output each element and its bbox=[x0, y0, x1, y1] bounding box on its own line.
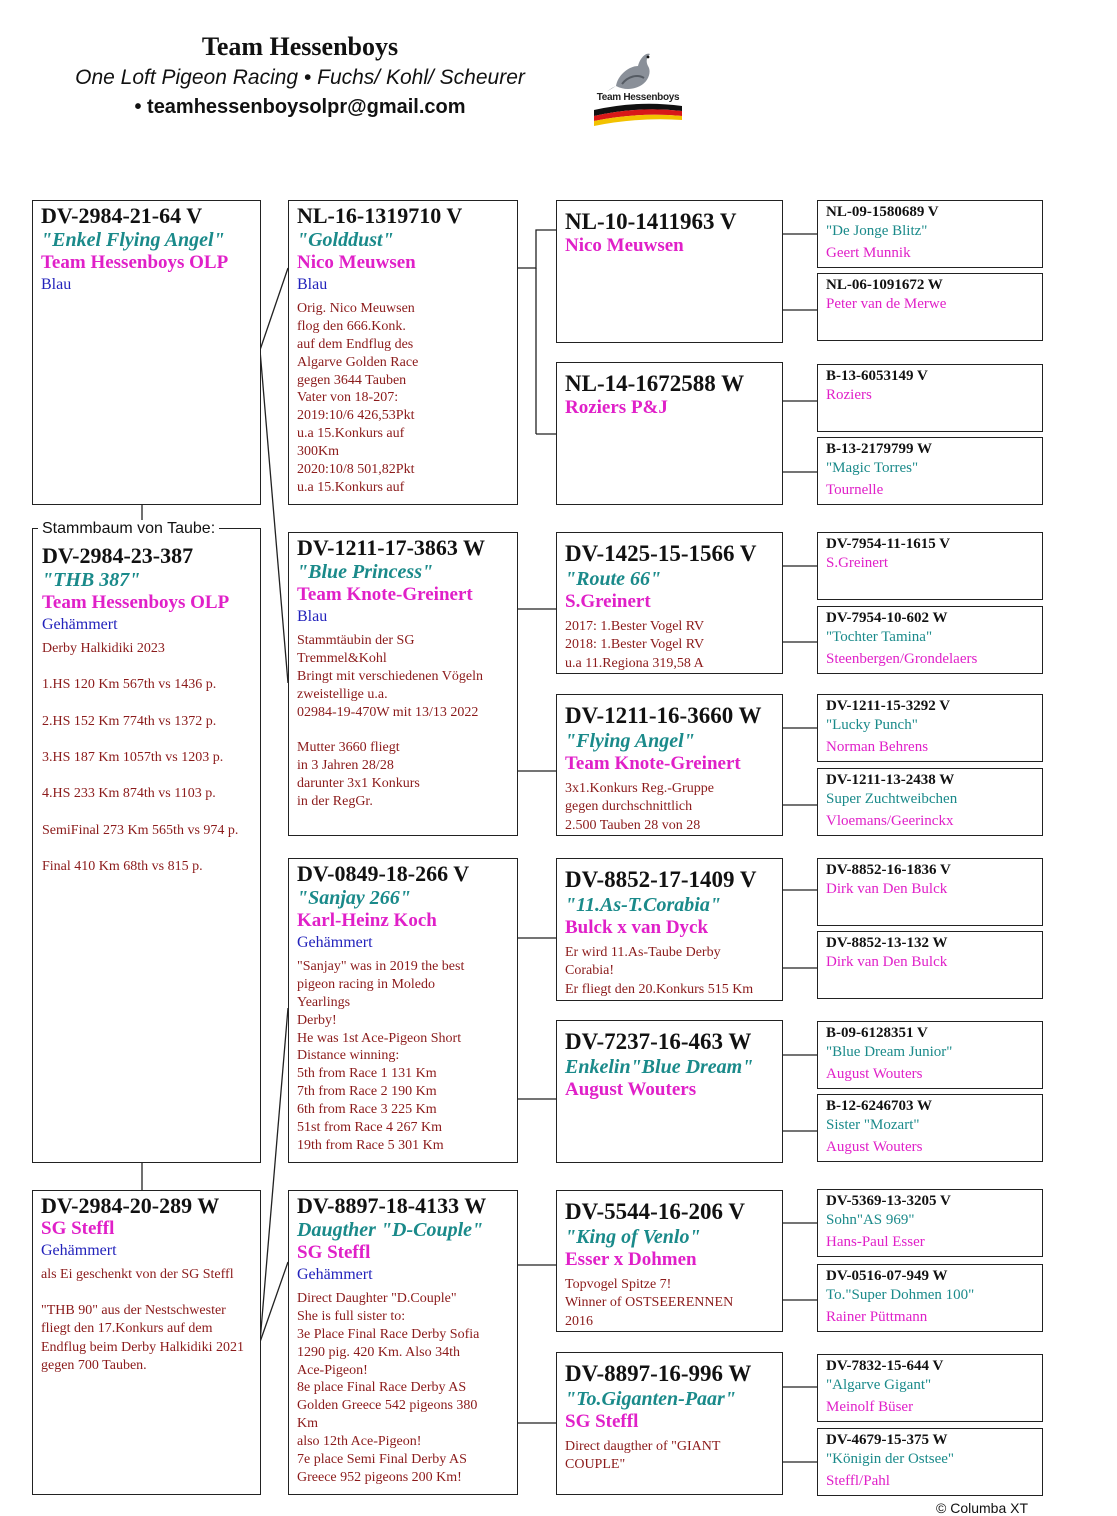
grandparent-color: Gehämmert bbox=[297, 1266, 373, 1284]
great-grandparent-card[interactable] bbox=[556, 1020, 783, 1163]
ancestor-name: Sohn"AS 969" bbox=[826, 1212, 915, 1228]
great-grandparent-ring: DV-1211-16-3660 W bbox=[565, 703, 762, 728]
ancestor-name: "Tochter Tamina" bbox=[826, 629, 933, 645]
great-grandparent-card[interactable] bbox=[556, 200, 783, 343]
great-grandparent-name: "To.Giganten-Paar" bbox=[565, 1388, 736, 1411]
great-grandparent-ring: DV-5544-16-206 V bbox=[565, 1199, 745, 1224]
ancestor-card[interactable] bbox=[817, 532, 1043, 600]
mother-color: Gehämmert bbox=[41, 1242, 117, 1260]
ancestor-card[interactable] bbox=[817, 858, 1043, 926]
ancestor-owner: August Wouters bbox=[826, 1065, 923, 1082]
ancestor-name: "Königin der Ostsee" bbox=[826, 1451, 955, 1467]
father-color: Blau bbox=[41, 276, 72, 294]
great-grandparent-notes: 2017: 1.Bester Vogel RV 2018: 1.Bester Vogel RV u.a 11.Regiona 319,58 A bbox=[565, 619, 705, 671]
ancestor-card[interactable] bbox=[817, 768, 1043, 836]
grandparent-name: "Sanjay 266" bbox=[297, 887, 411, 910]
great-grandparent-card[interactable] bbox=[556, 1190, 783, 1332]
great-grandparent-ring: NL-14-1672588 W bbox=[565, 371, 745, 396]
ancestor-ring: DV-7832-15-644 V bbox=[826, 1358, 944, 1374]
logo-text: Team Hessenboys bbox=[596, 92, 680, 103]
ancestor-ring: DV-8852-13-132 W bbox=[826, 935, 948, 951]
ancestor-card[interactable] bbox=[817, 1189, 1043, 1257]
grandparent-ring: DV-8897-18-4133 W bbox=[297, 1193, 487, 1218]
ancestor-card[interactable] bbox=[817, 1264, 1043, 1332]
ancestor-card[interactable] bbox=[817, 1354, 1043, 1422]
great-grandparent-ring: DV-8897-16-996 W bbox=[565, 1361, 752, 1386]
ancestor-ring: DV-7954-11-1615 V bbox=[826, 536, 951, 552]
grandparent-notes: Direct Daughter "D.Couple" She is full sister to: 3e Place Final Race Derby Sofia 1290 pig. 420 Km. Also 34th Ace-Pigeon! 8e place Final Race Derby AS Golden Greece 542 pigeons 380 Km also 12th Ace-Pigeon! 7e place Semi Final Derby AS Greece 952 pigeons 200 Km! bbox=[297, 1290, 480, 1485]
grandparent-notes: Stammtäubin der SG Tremmel&Kohl Bringt mit verschiedenen Vögeln zweistellige u.a. 02984-19-470W mit 13/13 2022 Mutter 3660 fliegt in 3 Jahren 28/28 darunter 3x1 Konkurs in der RegGr. bbox=[297, 632, 483, 810]
ancestor-card[interactable] bbox=[817, 437, 1043, 505]
ancestor-name: "Magic Torres" bbox=[826, 460, 919, 476]
grandparent-color: Blau bbox=[297, 608, 328, 626]
great-grandparent-card[interactable] bbox=[556, 694, 783, 836]
great-grandparent-owner: Team Knote-Greinert bbox=[565, 753, 741, 775]
grandparent-ring: DV-0849-18-266 V bbox=[297, 861, 470, 886]
pedigree-caption: Stammbaum von Taube: bbox=[38, 520, 219, 538]
subject-notes: Derby Halkidiki 2023 1.HS 120 Km 567th vs 1436 p. 2.HS 152 Km 774th vs 1372 p. 3.HS 187 Km 1057th vs 1203 p. 4.HS 233 Km 874th vs 1103 p. SemiFinal 273 Km 565th vs 974 p. Final 410 Km 68th vs 815 p. bbox=[42, 640, 239, 875]
ancestor-owner: Meinolf Büser bbox=[826, 1398, 914, 1415]
ancestor-card[interactable] bbox=[817, 1428, 1043, 1496]
grandparent-owner: Karl-Heinz Koch bbox=[297, 910, 437, 932]
grandparent-ring: NL-16-1319710 V bbox=[297, 203, 463, 228]
ancestor-name: "Lucky Punch" bbox=[826, 717, 918, 733]
ancestor-ring: B-13-2179799 W bbox=[826, 441, 932, 457]
ancestor-ring: DV-0516-07-949 W bbox=[826, 1268, 948, 1284]
great-grandparent-owner: Esser x Dohmen bbox=[565, 1249, 697, 1271]
great-grandparent-owner: August Wouters bbox=[565, 1079, 697, 1101]
ancestor-card[interactable] bbox=[817, 694, 1043, 762]
ancestor-ring: NL-06-1091672 W bbox=[826, 277, 943, 293]
grandparent-color: Blau bbox=[297, 276, 328, 294]
ancestor-ring: DV-7954-10-602 W bbox=[826, 610, 948, 626]
ancestor-name: "Blue Dream Junior" bbox=[826, 1044, 953, 1060]
great-grandparent-ring: DV-8852-17-1409 V bbox=[565, 867, 757, 892]
ancestor-ring: B-09-6128351 V bbox=[826, 1025, 928, 1041]
great-grandparent-owner: Bulck x van Dyck bbox=[565, 917, 709, 939]
grandparent-owner: Team Knote-Greinert bbox=[297, 584, 473, 606]
grandparent-owner: Nico Meuwsen bbox=[297, 252, 416, 274]
grandparent-color: Gehämmert bbox=[297, 934, 373, 952]
contact-email: • teamhessenboysolpr@gmail.com bbox=[134, 96, 466, 118]
ancestor-owner: Tournelle bbox=[826, 481, 884, 498]
great-grandparent-notes: 3x1.Konkurs Reg.-Gruppe gegen durchschnittlich 2.500 Tauben 28 von 28 bbox=[565, 781, 714, 833]
great-grandparent-notes: Topvogel Spitze 7! Winner of OSTSEERENNEN 2016 bbox=[565, 1277, 734, 1329]
grandparent-name: Daugther "D-Couple" bbox=[297, 1219, 484, 1242]
great-grandparent-notes: Direct daugther of "GIANT COUPLE" bbox=[565, 1439, 721, 1473]
great-grandparent-ring: NL-10-1411963 V bbox=[565, 209, 737, 234]
ancestor-card[interactable] bbox=[817, 273, 1043, 341]
great-grandparent-card[interactable] bbox=[556, 362, 783, 505]
ancestor-card[interactable] bbox=[817, 1094, 1043, 1162]
ancestor-card[interactable] bbox=[817, 364, 1043, 432]
ancestor-name: "De Jonge Blitz" bbox=[826, 223, 928, 239]
grandparent-card[interactable] bbox=[288, 532, 518, 836]
subject-owner: Team Hessenboys OLP bbox=[42, 592, 230, 614]
page-subtitle: One Loft Pigeon Racing • Fuchs/ Kohl/ Scheurer bbox=[75, 66, 525, 89]
great-grandparent-name: "King of Venlo" bbox=[565, 1226, 701, 1249]
ancestor-owner: Vloemans/Geerinckx bbox=[826, 812, 954, 829]
ancestor-owner: Steffl/Pahl bbox=[826, 1472, 890, 1489]
great-grandparent-name: Enkelin"Blue Dream" bbox=[565, 1056, 754, 1079]
grandparent-owner: SG Steffl bbox=[297, 1242, 371, 1264]
grandparent-notes: "Sanjay" was in 2019 the best pigeon racing in Moledo Yearlings Derby! He was 1st Ace-Pigeon Short Distance winning: 5th from Race 1 131 Km 7th from Race 2 190 Km 6th from Race 3 225 Km 51st from Race 4 267 Km 19th from Race 5 301 Km bbox=[297, 958, 465, 1153]
subject-name: "THB 387" bbox=[42, 569, 141, 592]
ancestor-name: "Algarve Gigant" bbox=[826, 1377, 932, 1393]
grandparent-card[interactable] bbox=[288, 858, 518, 1163]
ancestor-owner: Hans-Paul Esser bbox=[826, 1233, 925, 1250]
ancestor-ring: B-13-6053149 V bbox=[826, 368, 928, 384]
ancestor-name: To."Super Dohmen 100" bbox=[826, 1287, 975, 1303]
grandparent-notes: Orig. Nico Meuwsen flog den 666.Konk. auf dem Endflug des Algarve Golden Race gegen 3644 Tauben Vater von 18-207: 2019:10/6 426,53Pkt u.a 15.Konkurs auf 300Km 2020:10/8 501,82Pkt u.a 15.Konkurs auf bbox=[297, 300, 419, 495]
ancestor-owner: Roziers bbox=[826, 387, 872, 403]
father-card[interactable] bbox=[32, 200, 261, 505]
subject-card[interactable] bbox=[32, 528, 261, 1163]
great-grandparent-owner: Nico Meuwsen bbox=[565, 235, 684, 257]
ancestor-card[interactable] bbox=[817, 606, 1043, 674]
ancestor-owner: August Wouters bbox=[826, 1138, 923, 1155]
great-grandparent-ring: DV-7237-16-463 W bbox=[565, 1029, 752, 1054]
mother-notes: als Ei geschenkt von der SG Steffl "THB 90" aus der Nestschwester fliegt den 17.Konkurs auf dem Endflug beim Derby Halkidiki 2021 gegen 700 Tauben. bbox=[41, 1266, 244, 1373]
ancestor-owner: Steenbergen/Grondelaers bbox=[826, 650, 978, 667]
mother-card[interactable] bbox=[32, 1190, 261, 1495]
ancestor-owner: Rainer Püttmann bbox=[826, 1308, 928, 1325]
great-grandparent-card[interactable] bbox=[556, 532, 783, 674]
ancestor-name: Sister "Mozart" bbox=[826, 1117, 920, 1133]
ancestor-owner: Peter van de Merwe bbox=[826, 296, 947, 312]
grandparent-card[interactable] bbox=[288, 200, 518, 505]
ancestor-ring: DV-8852-16-1836 V bbox=[826, 862, 951, 878]
great-grandparent-name: "Flying Angel" bbox=[565, 730, 695, 753]
ancestor-ring: DV-1211-13-2438 W bbox=[826, 772, 955, 788]
ancestor-owner: Dirk van Den Bulck bbox=[826, 954, 948, 970]
great-grandparent-owner: S.Greinert bbox=[565, 591, 651, 613]
great-grandparent-card[interactable] bbox=[556, 1352, 783, 1495]
ancestor-ring: NL-09-1580689 V bbox=[826, 204, 939, 220]
great-grandparent-card[interactable] bbox=[556, 858, 783, 1001]
page-title: Team Hessenboys bbox=[201, 32, 399, 61]
subject-color: Gehämmert bbox=[42, 616, 118, 634]
great-grandparent-owner: SG Steffl bbox=[565, 1411, 639, 1433]
father-ring: DV-2984-21-64 V bbox=[41, 203, 203, 228]
ancestor-card[interactable] bbox=[817, 1021, 1043, 1089]
ancestor-owner: Dirk van Den Bulck bbox=[826, 881, 948, 897]
ancestor-card[interactable] bbox=[817, 200, 1043, 268]
ancestor-owner: S.Greinert bbox=[826, 555, 889, 571]
subject-ring: DV-2984-23-387 bbox=[42, 543, 194, 568]
grandparent-card[interactable] bbox=[288, 1190, 518, 1495]
great-grandparent-notes: Er wird 11.As-Taube Derby Corabia! Er fliegt den 20.Konkurs 515 Km bbox=[565, 945, 754, 997]
great-grandparent-ring: DV-1425-15-1566 V bbox=[565, 541, 757, 566]
father-name: "Enkel Flying Angel" bbox=[41, 229, 225, 252]
ancestor-ring: DV-1211-15-3292 V bbox=[826, 698, 951, 714]
ancestor-owner: Norman Behrens bbox=[826, 738, 929, 755]
ancestor-card[interactable] bbox=[817, 931, 1043, 999]
mother-owner: SG Steffl bbox=[41, 1218, 115, 1240]
great-grandparent-owner: Roziers P&J bbox=[565, 397, 668, 419]
ancestor-name: Super Zuchtweibchen bbox=[826, 791, 958, 807]
grandparent-ring: DV-1211-17-3863 W bbox=[297, 535, 486, 560]
copyright-notice: © Columba XT bbox=[936, 1500, 1029, 1516]
ancestor-ring: DV-5369-13-3205 V bbox=[826, 1193, 951, 1209]
great-grandparent-name: "11.As-T.Corabia" bbox=[565, 894, 721, 917]
father-owner: Team Hessenboys OLP bbox=[41, 252, 229, 274]
ancestor-owner: Geert Munnik bbox=[826, 244, 911, 261]
ancestor-ring: B-12-6246703 W bbox=[826, 1098, 932, 1114]
great-grandparent-name: "Route 66" bbox=[565, 568, 662, 591]
grandparent-name: "Blue Princess" bbox=[297, 561, 434, 584]
grandparent-name: "Golddust" bbox=[297, 229, 394, 252]
ancestor-ring: DV-4679-15-375 W bbox=[826, 1432, 948, 1448]
mother-ring: DV-2984-20-289 W bbox=[41, 1193, 220, 1218]
